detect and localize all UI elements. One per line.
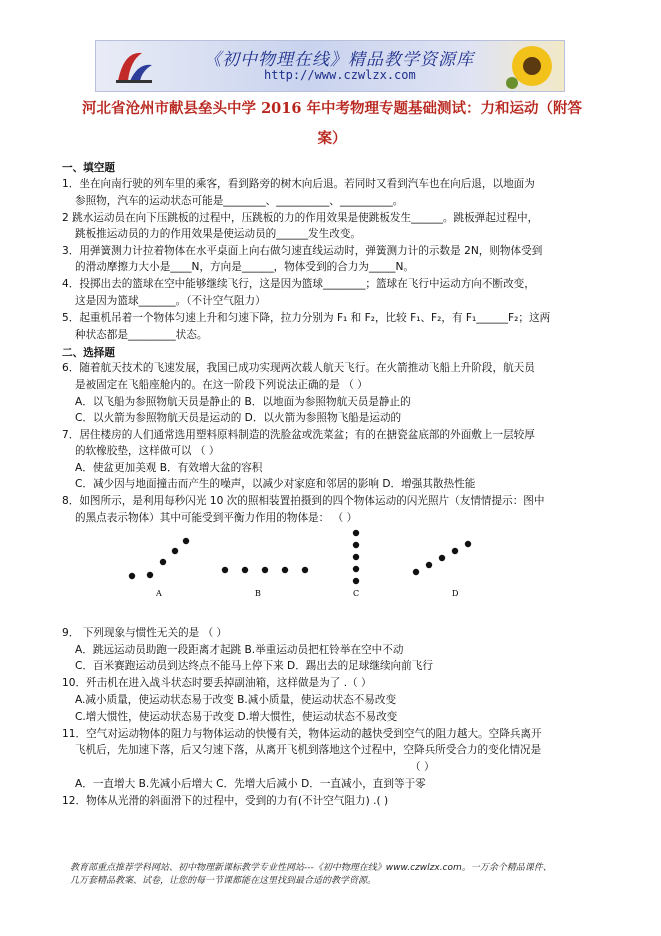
text-line: 7．居住楼房的人们通常选用塑料原料制造的洗脸盆或洗菜盆；有的在搪瓷盆底部的外面敷上一层较厚: [62, 429, 535, 441]
text-line: 是被固定在飞船座舱内的。在这一阶段下列说法正确的是 （ ）: [75, 379, 368, 391]
text-line: 8．如图所示，是利用每秒闪光 10 次的照相装置拍摄到的四个物体运动的闪光照片（友情情提示：图中: [62, 495, 545, 507]
figure-b-dots: [222, 567, 308, 573]
option-line: A．一直增大 B.先减小后增大 C．先增大后减小 D．一直减小，直到等于零: [75, 778, 426, 790]
figure-label-d: D: [452, 589, 459, 598]
text-line: 的软橡胶垫，这样做可以 （ ）: [75, 445, 220, 457]
option-line: A．使盆更加美观 B．有效增大盆的容积: [75, 462, 263, 474]
footer-line-1: 教育部重点推荐学科网站、初中物理新课标教学专业性网站---《初中物理在线》www.czwlzx.com。一万余个精品课件、: [70, 863, 552, 873]
site-logo-icon: [114, 47, 154, 85]
title-line-2: 案）: [317, 130, 347, 147]
text-line: 1．坐在向南行驶的列车里的乘客，看到路旁的树木向后退。若同时又看到汽车也在向后退，以地面为: [62, 178, 535, 190]
section-fill-in: 一、填空题: [62, 162, 115, 174]
footer-line-2: 几万套精品教案、试卷，让您的每一节课都能在这里找到最合适的教学资源。: [70, 876, 377, 886]
text-line: 的滑动摩擦力大小是____N，方向是______，物体受到的合力为_____N。: [75, 261, 414, 273]
figure-label-a: A: [156, 589, 162, 598]
text-line: 10．歼击机在进入战斗状态时要丢掉副油箱，这样做是为了 .（ ）: [62, 677, 372, 689]
option-line: C．以火箭为参照物航天员是运动的 D．以火箭为参照物飞船是运动的: [75, 412, 402, 424]
sunflower-icon: [504, 43, 560, 89]
text-line: 参照物，汽车的运动状态可能是________、__________、__________。: [75, 195, 404, 207]
option-line: C．减少因与地面撞击而产生的噪声，以减少对家庭和邻居的影响 D．增强其散热性能: [75, 478, 476, 490]
figure-d-dots: [413, 541, 471, 575]
header-banner: [95, 40, 565, 92]
text-line: 飞机后，先加速下落，后又匀速下落，从离开飞机到落地这个过程中，空降兵所受合力的变化情况是: [75, 744, 542, 756]
banner-title: 《初中物理在线》精品教学资源库: [204, 50, 474, 70]
option-line: C．百米赛跑运动员到达终点不能马上停下来 D．踢出去的足球继续向前飞行: [75, 660, 433, 672]
option-line: A．以飞船为参照物航天员是静止的 B．以地面为参照物航天员是静止的: [75, 396, 411, 408]
text-line: 种状态都是_________状态。: [75, 329, 208, 341]
text-line: 4．投掷出去的篮球在空中能够继续飞行，这是因为篮球________；篮球在飞行中运动方向不断改变，: [62, 278, 535, 290]
figure-c-dots: [353, 530, 359, 584]
option-line: A.减小质量，使运动状态易于改变 B.减小质量，使运动状态不易改变: [75, 694, 397, 706]
text-line: 3．用弹簧测力计拉着物体在水平桌面上向右做匀速直线运动时，弹簧测力计的示数是 2N，则物体受到: [62, 245, 543, 257]
answer-bracket: （ ）: [410, 761, 435, 773]
text-line: 12．物体从光滑的斜面滑下的过程中，受到的力有(不计空气阻力) .( ): [62, 795, 389, 807]
text-line: 这是因为篮球_______。（不计空气阻力）: [75, 295, 266, 307]
banner-url: http://www.czwlzx.com: [264, 68, 416, 82]
page-title: [62, 94, 602, 154]
page-footer: [70, 862, 552, 888]
text-line: 跳板推运动员的力的作用效果是使运动员的______发生改变。: [75, 228, 362, 240]
text-line: 的黑点表示物体）其中可能受到平衡力作用的物体是： （ ）: [75, 512, 358, 524]
text-line: 11．空气对运动物体的阻力与物体运动的快慢有关，物体运动的越快受到空气的阻力越大。空降兵离开: [62, 728, 542, 740]
flash-photo-figure: [120, 528, 490, 603]
text-line: 9． 下列现象与惯性无关的是 （ ）: [62, 627, 228, 639]
figure-a-dots: [129, 538, 189, 579]
text-line: 2 跳水运动员在向下压跳板的过程中，压跳板的力的作用效果是使跳板发生______。跳板弹起过程中，: [62, 212, 539, 224]
section-choice: 二、选择题: [62, 347, 115, 359]
text-line: 5．起重机吊着一个物体匀速上升和匀速下降，拉力分别为 F₁ 和 F₂，比较 F₁、F₂，有 F₁______F₂；这两: [62, 312, 551, 324]
text-line: 6．随着航天技术的飞速发展，我国已成功实现两次载人航天飞行。在火箭推动飞船上升阶段，航天员: [62, 362, 535, 374]
option-line: C.增大惯性，使运动状态易于改变 D.增大惯性，使运动状态不易改变: [75, 711, 398, 723]
figure-label-c: C: [353, 589, 360, 598]
option-line: A．跳远运动员助跑一段距离才起跳 B.举重运动员把杠铃举在空中不动: [75, 644, 404, 656]
title-line-1: 河北省沧州市献县垒头中学 2016 年中考物理专题基础测试：力和运动（附答: [82, 100, 582, 117]
figure-label-b: B: [255, 589, 261, 598]
